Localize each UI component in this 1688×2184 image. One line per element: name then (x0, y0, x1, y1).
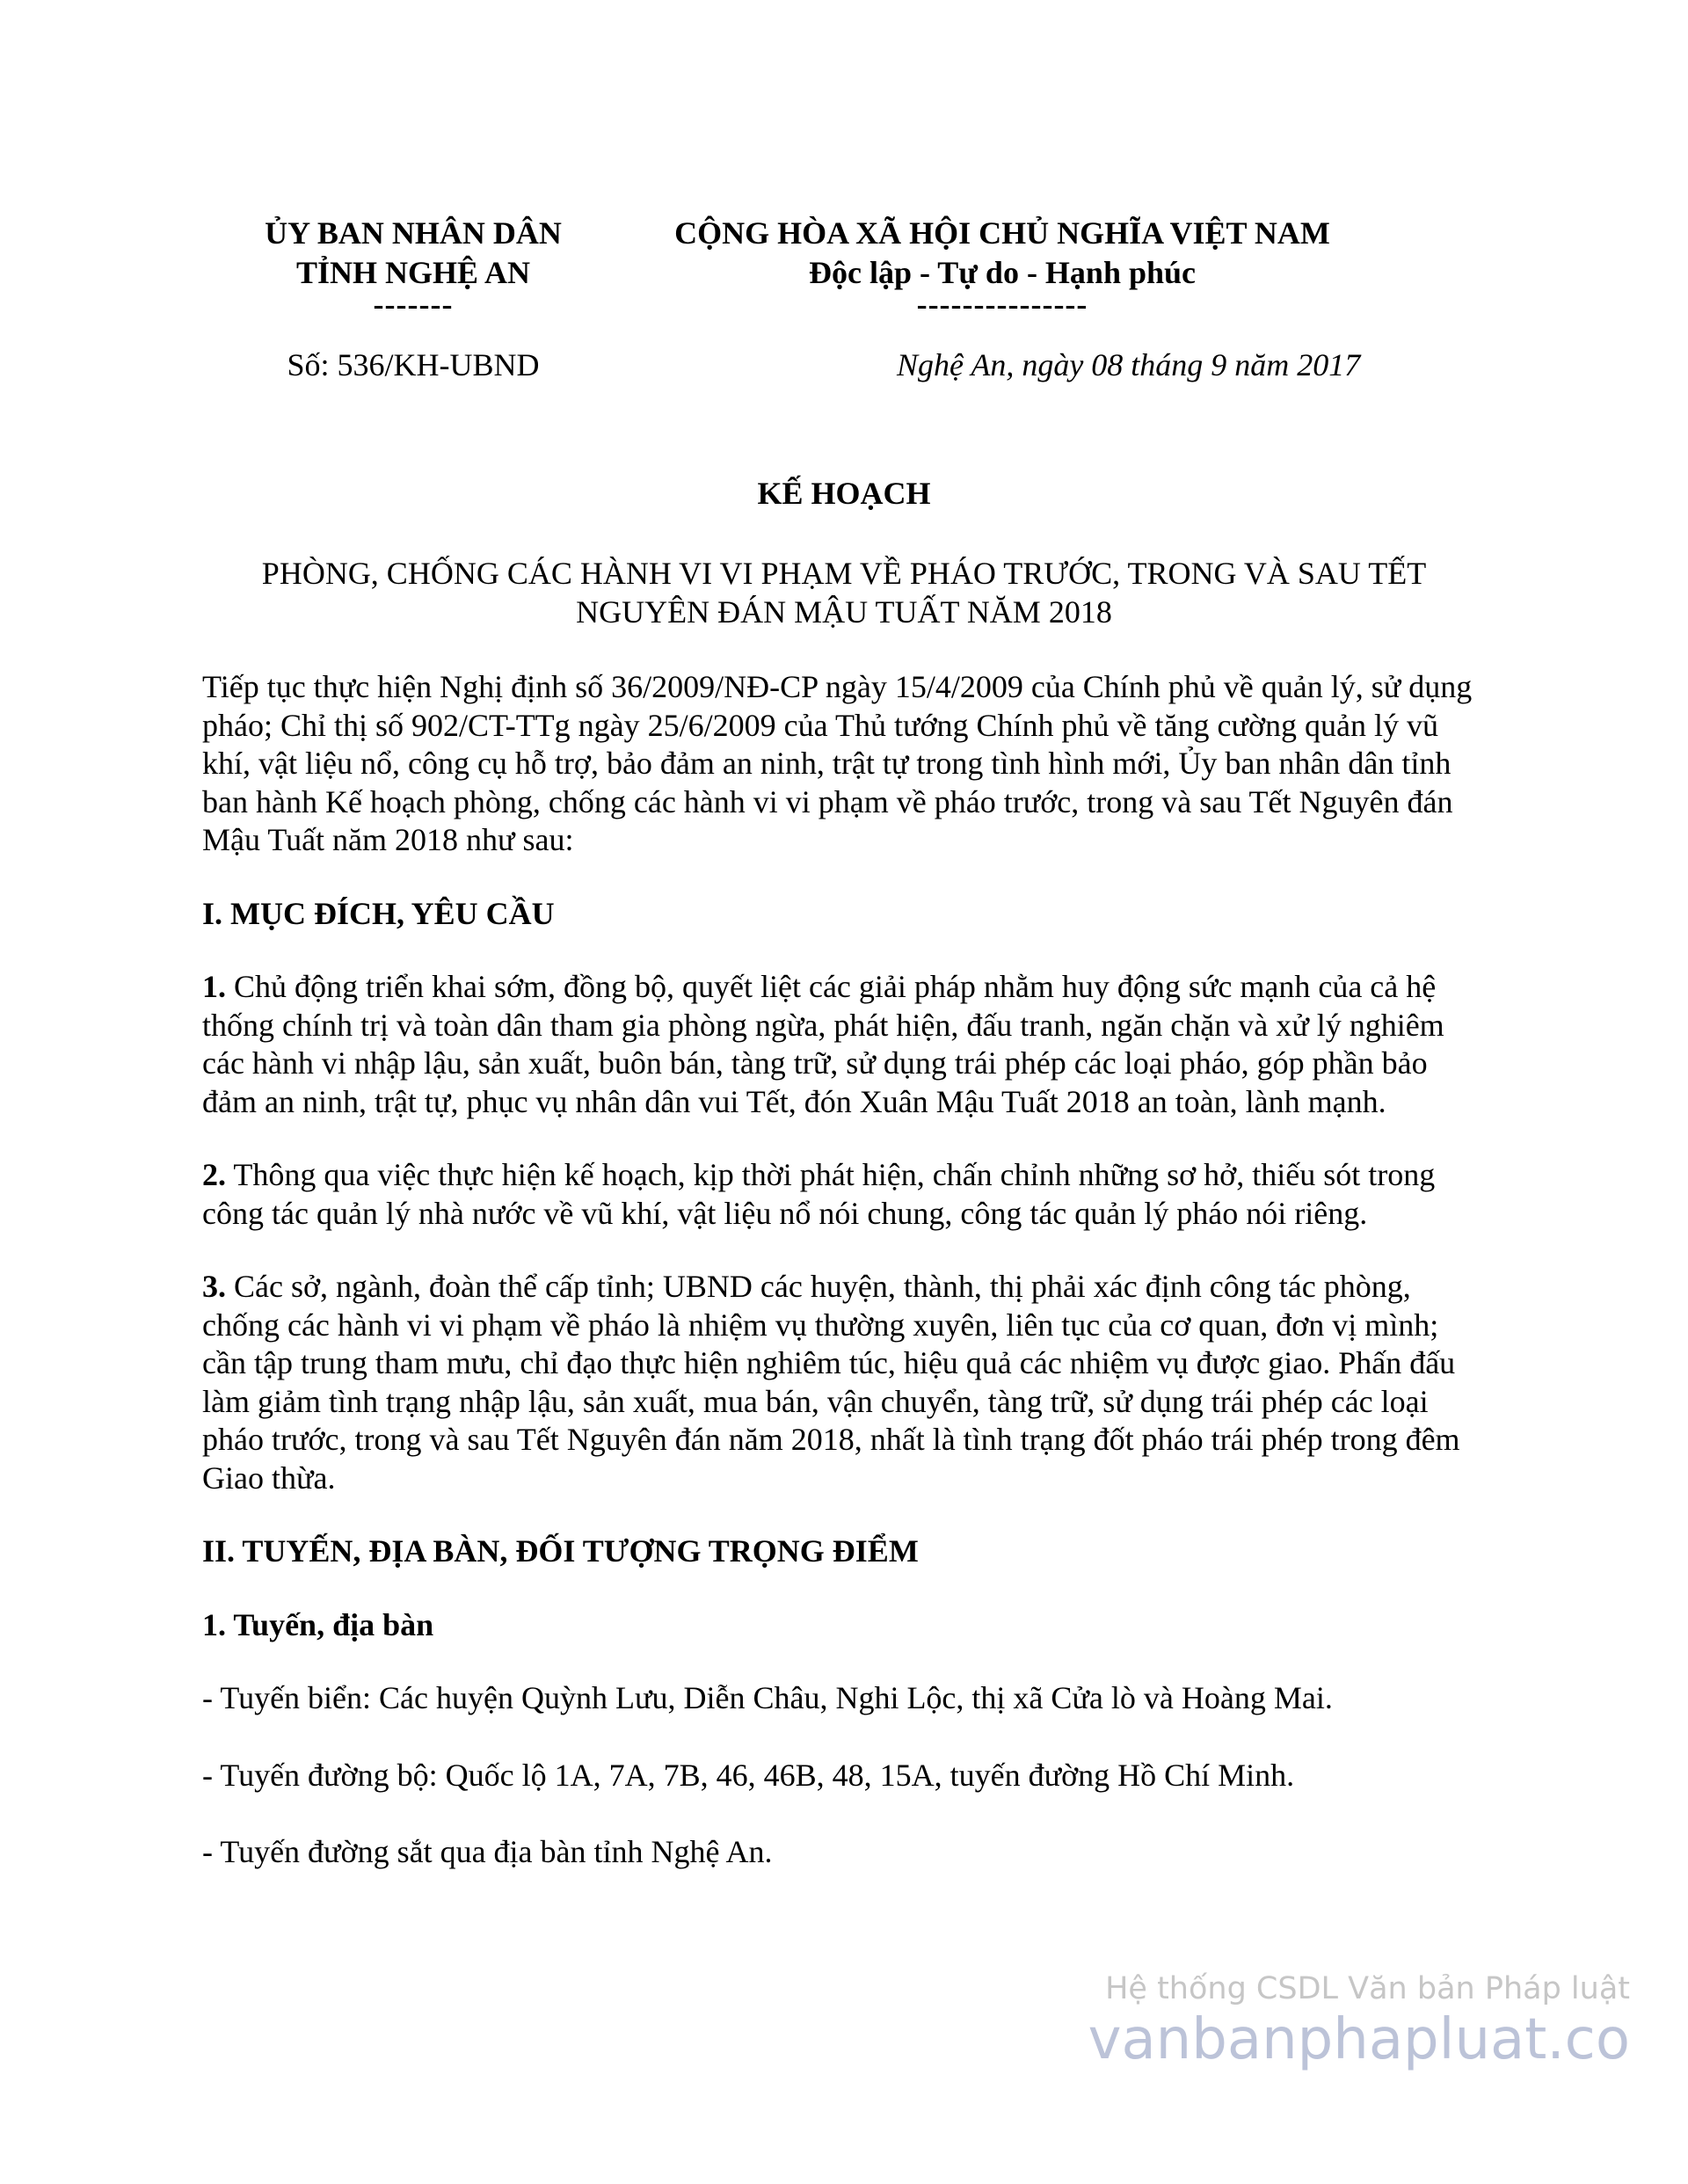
item-text: Thông qua việc thực hiện kế hoạch, kịp thời phát hiện, chấn chỉnh những sơ hở, thiếu sót trong công tác quản lý nhà nước về vũ khí, vật liệu nổ nói chung, công tác quản lý pháo nói riêng. (202, 1157, 1436, 1231)
subtitle-line-2: NGUYÊN ĐÁN MẬU TUẤT NĂM 2018 (576, 594, 1112, 630)
section-1-heading: I. MỤC ĐÍCH, YÊU CẦU (202, 895, 555, 931)
route-rail: - Tuyến đường sắt qua địa bàn tỉnh Nghệ An. (202, 1834, 773, 1869)
issuer-block (202, 214, 624, 322)
item-text: Các sở, ngành, đoàn thể cấp tỉnh; UBND các huyện, thành, thị phải xác định công tác phòng, chống các hành vi vi phạm về pháo là nhiệm vụ thường xuyên, liên tục của cơ quan, đơn vị mình; cần tập trung tham mưu, chỉ đạo thực hiện nghiêm túc, hiệu quả các nhiệm vụ được giao. Phấn đấu làm giảm tình trạng nhập lậu, sản xuất, mua bán, vận chuyển, tàng trữ, sử dụng trái phép các loại pháo trước, trong và sau Tết Nguyên đán năm 2018, nhất là tình trạng đốt pháo trái phép trong đêm Giao thừa. (202, 1269, 1460, 1496)
issuer-province: TỈNH NGHỆ AN (295, 255, 531, 290)
subtitle-line-1: PHÒNG, CHỐNG CÁC HÀNH VI VI PHẠM VỀ PHÁO TRƯỚC, TRONG VÀ SAU TẾT (261, 556, 1427, 591)
motto-divider: --------------- (916, 287, 1088, 322)
watermark-caption: Hệ thống CSDL Văn bản Pháp luật (1105, 1971, 1630, 2006)
section-2-subheading: 1. Tuyến, địa bàn (202, 1606, 434, 1642)
item-number: 1. (202, 969, 226, 1004)
item-number: 2. (202, 1157, 226, 1192)
route-road: - Tuyến đường bộ: Quốc lộ 1A, 7A, 7B, 46, 46B, 48, 15A, tuyến đường Hồ Chí Minh. (202, 1757, 1295, 1793)
motto: Độc lập - Tự do - Hạnh phúc (808, 255, 1197, 290)
issuer-divider: ------- (373, 287, 454, 322)
section-1-item-1 (202, 968, 1486, 1121)
document-date: Nghệ An, ngày 08 tháng 9 năm 2017 (897, 347, 1361, 382)
document-title: KẾ HOẠCH (757, 476, 931, 511)
section-1-item-2 (202, 1156, 1486, 1233)
country-name: CỘNG HÒA XÃ HỘI CHỦ NGHĨA VIỆT NAM (674, 215, 1330, 251)
document-body (202, 668, 1486, 1911)
document-subtitle (202, 554, 1486, 631)
intro-paragraph: Tiếp tục thực hiện Nghị định số 36/2009/NĐ-CP ngày 15/4/2009 của Chính phủ về quản lý, sử dụng pháo; Chỉ thị số 902/CT-TTg ngày 25/6/2009 của Thủ tướng Chính phủ về tăng cường quản lý vũ khí, vật liệu nổ, công cụ hỗ trợ, bảo đảm an ninh, trật tự trong tình hình mới, Ủy ban nhân dân tỉnh ban hành Kế hoạch phòng, chống các hành vi vi phạm về pháo trước, trong và sau Tết Nguyên đán Mậu Tuất năm 2018 như sau: (202, 669, 1473, 857)
item-text: Chủ động triển khai sớm, đồng bộ, quyết liệt các giải pháp nhằm huy động sức mạnh của cả hệ thống chính trị và toàn dân tham gia phòng ngừa, phát hiện, đấu tranh, ngăn chặn và xử lý nghiêm các hành vi nhập lậu, sản xuất, buôn bán, tàng trữ, sử dụng trái phép các loại pháo, góp phần bảo đảm an ninh, trật tự, phục vụ nhân dân vui Tết, đón Xuân Mậu Tuất 2018 an toàn, lành mạnh. (202, 969, 1444, 1119)
route-sea: - Tuyến biển: Các huyện Quỳnh Lưu, Diễn Châu, Nghi Lộc, thị xã Cửa lò và Hoàng Mai. (202, 1680, 1333, 1715)
watermark (1088, 1969, 1630, 2071)
item-number: 3. (202, 1269, 226, 1304)
section-2-heading: II. TUYẾN, ĐỊA BÀN, ĐỐI TƯỢNG TRỌNG ĐIỂM (202, 1533, 919, 1569)
section-1-item-3 (202, 1268, 1486, 1497)
issuer-name: ỦY BAN NHÂN DÂN (265, 215, 562, 251)
watermark-site: vanbanphapluat.co (1088, 2007, 1630, 2072)
document-number: Số: 536/KH-UBND (287, 347, 540, 382)
national-motto-block (633, 214, 1372, 322)
